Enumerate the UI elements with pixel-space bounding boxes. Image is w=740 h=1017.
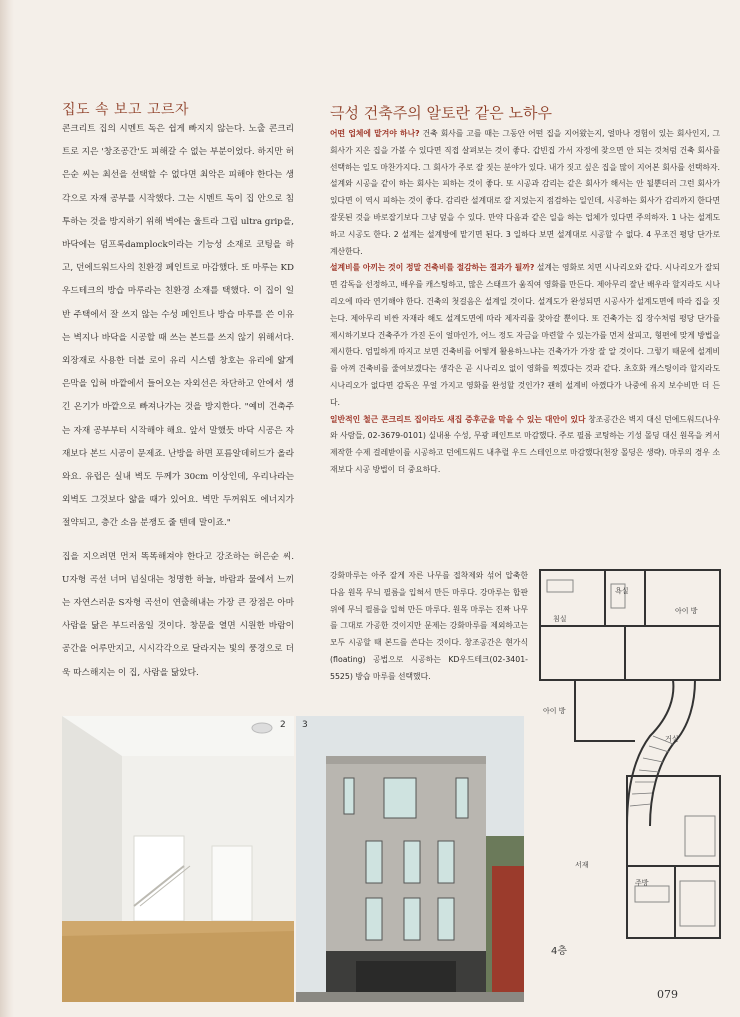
- tip-question: 일반적인 철근 콘크리트 집이라도 새집 증후군을 막을 수 있는 대안이 있다: [330, 414, 586, 424]
- tip-paragraph: [330, 260, 720, 411]
- right-column: [330, 126, 720, 479]
- exterior-photo: [296, 716, 524, 1002]
- tip-continued: 강화마루는 아주 잘게 자른 나무를 접착제와 섞어 압축한 다음 원목 무늬 필름을 입혀서 만든 마루다. 강마루는 합판 위에 무늬 필름을 입혀 만든 마루다. 원목 마루는 진짜 나무를 그대로 가공한 것이지만 문제는 강화마루를 제외하고는 모두 시공할 때 본드를 쓴다는 것이다. 창조공간은 현가식(floating) 공법으로 시공하는 KD우드테크(02-3401-5525) 방습 마루를 선택했다.: [330, 571, 529, 681]
- floor-plan-drawing: [535, 566, 725, 958]
- plan-room-label: 거실: [665, 735, 679, 743]
- left-column: [62, 118, 294, 695]
- interior-photo-illustration: [62, 716, 294, 1002]
- left-paragraph: 콘크리트 집의 시멘트 독은 쉽게 빠지지 않는다. 노출 콘크리트로 지은 '창조공간'도 피해갈 수 없는 부분이었다. 하지만 허은순 씨는 최선을 선택할 수 없다면 최악은 피해야 한다는 생각으로 자재 공부를 시작했다. 그는 시멘트 독이 집 안으로 침투하는 것을 방지하기 위해 벽에는 울트라 그립 ultra grip을, 바닥에는 덤프록damplock이라는 기능성 소재로 코팅을 하고, 던에드워드사의 친환경 페인트로 마감했다. 또 마루는 KD우드테크의 방습 마루라는 친환경 소재를 택했다. 이 집이 일반 주택에서 잘 쓰지 않는 수성 페인트나 방습 마루를 쓴 이유는 벽지나 바닥을 시공할 때 쓰는 본드를 쓰지 않기 위해서다. 외장재로 사용한 더블 로이 유리 시스템 창호는 유리에 얇게 은막을 입혀 바깥에서 들어오는 자외선은 차단하고 안에서 생긴 온기가 바깥으로 빠져나가는 것을 방지한다. "예비 건축주는 자재 공부부터 시작해야 해요. 앞서 말했듯 바닥 시공은 자재보다 본드 시공이 문제죠. 난방을 하면 포름알데히드가 올라와요. 유럽은 실내 벽도 두께가 30cm 이상인데, 우리나라는 외벽도 그것보다 얇을 때가 있어요. 벽만 두꺼워도 에너지가 절약되고, 층간 소음 분쟁도 줄 텐데 말이죠.": [62, 124, 294, 529]
- photo-number: 2: [280, 720, 286, 730]
- plan-caption: 4층: [551, 946, 568, 957]
- tip-question: 설계비를 아끼는 것이 정말 건축비를 절감하는 결과가 될까?: [330, 263, 535, 273]
- left-paragraph: 집을 지으려면 먼저 똑똑해져야 한다고 강조하는 허은순 씨. U자형 곡선 너머 넘실대는 청명한 하늘, 바람과 물에서 느끼는 자연스러운 S자형 곡선이 연출해내는 가장 큰 장점은 아마 사람을 닮은 부드러움일 것이다. 창문을 열면 시원한 바람이 공간을 어루만지고, 시시각각으로 달라지는 빛의 풍경으로 더욱 따스해지는 이 집, 사람을 닮았다.: [62, 551, 294, 678]
- tip-paragraph: [330, 412, 720, 479]
- plan-room-label: 아이 방: [675, 607, 698, 615]
- floor-plan: [535, 566, 725, 958]
- right-heading: 극성 건축주의 알토란 같은 노하우: [330, 104, 552, 122]
- tip-answer: 창조공간은 벽지 대신 던에드워드(나우와 사람들, 02-3679-0101) 실내용 수성, 무광 페인트로 마감했다. 주로 필름 코팅하는 기성 몰딩 대신 원목을 켜서 제작한 수제 걸레받이를 시공하고 던에드워드 내추럴 우드 스테인으로 마감했다(천장 몰딩은 생략). 마루의 경우 소재보다 시공 방법이 더 중요하다.: [330, 414, 720, 474]
- plan-room-label: 아이 방: [543, 707, 566, 715]
- plan-room-label: 욕실: [615, 587, 629, 595]
- tip-answer: 설계는 영화로 치면 시나리오와 같다. 시나리오가 잘되면 감독을 선정하고, 배우를 캐스팅하고, 많은 스태프가 움직여 영화를 만든다. 제아무리 잘난 배우라 할지라도 시나리오에 따라 연기해야 한다. 건축의 첫걸음은 설계일 것이다. 설계도가 완성되면 시공사가 설계도면에 따라 집을 짓는다. 제아무리 비싼 자재라 해도 설계도면에 따라 제자리를 찾아갈 뿐이다. 또 건축가는 집 장수처럼 평당 단가를 제시하기보다 건축주가 가진 돈이 얼마인가, 어느 정도 자금을 마련할 수 있는가를 먼저 살피고, 형편에 맞게 방법을 제시한다. 엄밀하게 따지고 보면 건축비를 어떻게 활용하느냐는 건축가가 가장 잘 알 것이다. 그렇기 때문에 설계비를 아껴 건축비를 줄여보겠다는 생각은 곧 시나리오 없이 영화를 찍겠다는 것과 같다. 초호화 캐스팅이라 할지라도 시나리오가 없다면 감독은 무얼 가지고 영화를 완성할 것인가? 괜히 설계비 아꼈다가 나중에 유지 보수비만 더 든다.: [330, 263, 720, 407]
- photo-number: 3: [302, 720, 308, 730]
- interior-photo: [62, 716, 294, 1002]
- plan-room-label: 주방: [635, 879, 649, 887]
- page-number: 079: [657, 988, 678, 1001]
- page-spine: [0, 0, 14, 1017]
- exterior-photo-illustration: [296, 716, 524, 1002]
- left-heading: 집도 속 보고 고르자: [62, 102, 190, 118]
- plan-room-label: 침실: [553, 615, 567, 623]
- plan-room-label: 서재: [575, 861, 589, 869]
- tip-question: 어떤 업체에 맡겨야 하나?: [330, 129, 420, 138]
- tip-paragraph: [330, 126, 720, 260]
- tip-answer: 건축 회사를 고를 때는 그동안 어떤 집을 지어왔는지, 얼마나 경험이 있는 회사인지, 그 회사가 지은 집을 가볼 수 있다면 직접 살펴보는 것이 좋다. 갑빈집 가서 자정에 찾으면 안 되는 것처럼 건축 회사를 선택하는 일도 마찬가지다. 그 회사가 주로 잘 짓는 분야가 있다. 내가 짓고 싶은 집을 많이 지어본 회사를 선택하자. 설계와 시공을 같이 하는 회사는 피하는 것이 좋다. 또 시공과 감리는 같은 회사가 해서는 안 될뿐더러 그런 회사가 있다면 이 역시 피하는 것이 좋다. 감리란 설계대로 잘 지었는지 점검하는 일인데, 시공하는 회사가 감리까지 한다면 잘못된 것을 바로잡기보다 그냥 덮을 수 있다. 만약 다음과 같은 일을 하는 업체가 있다면 주의하자. 1 나는 설계도 하고 시공도 한다. 2 설계는 설계방에 맡기면 된다. 3 일하다 보면 설계대로 시공할 수 없다. 4 무조건 평당 단가로 계산한다.: [330, 129, 720, 256]
